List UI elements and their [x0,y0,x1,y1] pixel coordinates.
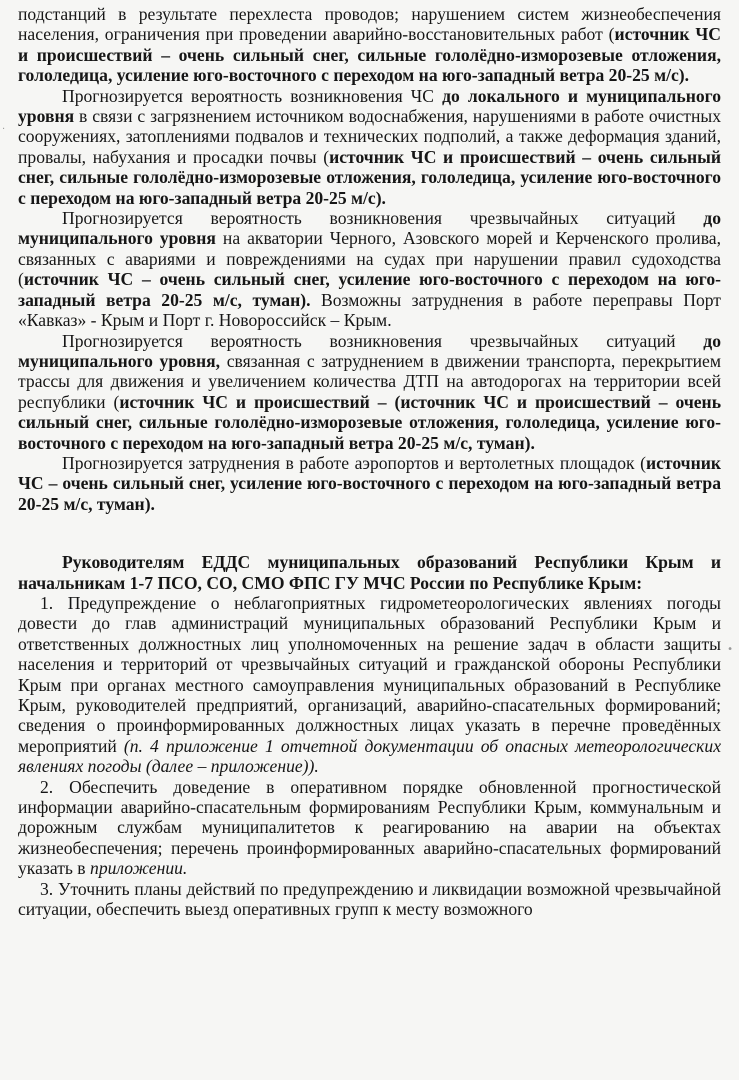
paragraph-airports: Прогнозируется затруднения в работе аэропортов и вертолетных площадок (источник ЧС – очень сильный снег, усиление юго-восточного с переходом на юго-западный ветра 20-25 м/с, туман). [18,452,721,514]
paragraph-continuation: подстанций в результате перехлеста проводов; нарушением систем жизнеобеспечения населения, ограничения при проведении аварийно-восстановительных работ (источник ЧС и происшествий – очень сильный снег, сильные гололёдно-изморозевые отложения, гололедица, усиление юго-восточного с переходом на юго-западный ветра 20-25 м/с). [18,4,721,86]
paragraph-water-supply: Прогнозируется вероятность возникновения ЧС до локального и муниципального уровня в связи с загрязнением источником водоснабжения, нарушениями в работе очистных сооружениях, затоплениями подвалов и технических подполий, а также деформация зданий, провалы, набухания и просадки почвы (источник ЧС и происшествий – очень сильный снег, сильные гололёдно-изморозевые отложения, гололедица, усиление юго-восточного с переходом на юго-западный ветра 20-25 м/с). [18,85,722,208]
list-item-2: 2. Обеспечить доведение в оперативном порядке обновленной прогностической информации аварийно-спасательным формированиям Республики Крым, коммунальным и дорожным службам муниципалитетов к реагированию на аварии на объектах жизнеобеспечения; перечень проинформированных аварийно-спасательных формирований указать в приложении. [18,776,721,879]
paragraph-transport: Прогнозируется вероятность возникновения чрезвычайных ситуаций до муниципального уровня, связанная с затруднением в движении транспорта, перекрытием трассы для движения и увеличением количества ДТП на автодорогах на территории всей республики (источник ЧС и происшествий – (источник ЧС и происшествий – очень сильный снег, сильные гололёдно-изморозевые отложения, гололедица, усиление юго-восточного с переходом на юго-западный ветра 20-25 м/с, туман). [18,330,721,453]
section-heading: Руководителям ЕДДС муниципальных образований Республики Крым и начальникам 1-7 ПСО, СО, СМО ФПС ГУ МЧС России по Республике Крым: [18,552,721,593]
margin-mark: • [727,644,733,655]
margin-mark: · [2,124,6,135]
list-item-1: 1. Предупреждение о неблагоприятных гидрометеорологических явлениях погоды довести до глав администраций муниципальных образований Республики Крым и ответственных должностных лиц уполномоченных на решение задач в области защиты населения и территорий от чрезвычайных ситуаций и гражданской обороны Республики Крым при органах местного самоуправления муниципальных образований в Республике Крым, руководителей предприятий, организаций, аварийно-спасательных формирований; сведения о проинформированных должностных лицах указать в перечне проведённых мероприятий (п. 4 приложение 1 отчетной документации об опасных метеорологических явлениях погоды (далее – приложение)). [18,592,721,777]
section-gap [18,514,721,552]
list-item-3: 3. Уточнить планы действий по предупреждению и ликвидации возможной чрезвычайной ситуации, обеспечить выезд оперативных групп к месту возможного [18,878,721,920]
paragraph-sea-waters: Прогнозируется вероятность возникновения чрезвычайных ситуаций до муниципального уровня на акватории Черного, Азовского морей и Керченского пролива, связанных с авариями и повреждениями на судах при нарушении правил судоходства (источник ЧС – очень сильный снег, усиление юго-восточного с переходом на юго-западный ветра 20-25 м/с, туман). Возможны затруднения в работе переправы Порт «Кавказ» - Крым и Порт г. Новороссийск – Крым. [18,208,721,331]
